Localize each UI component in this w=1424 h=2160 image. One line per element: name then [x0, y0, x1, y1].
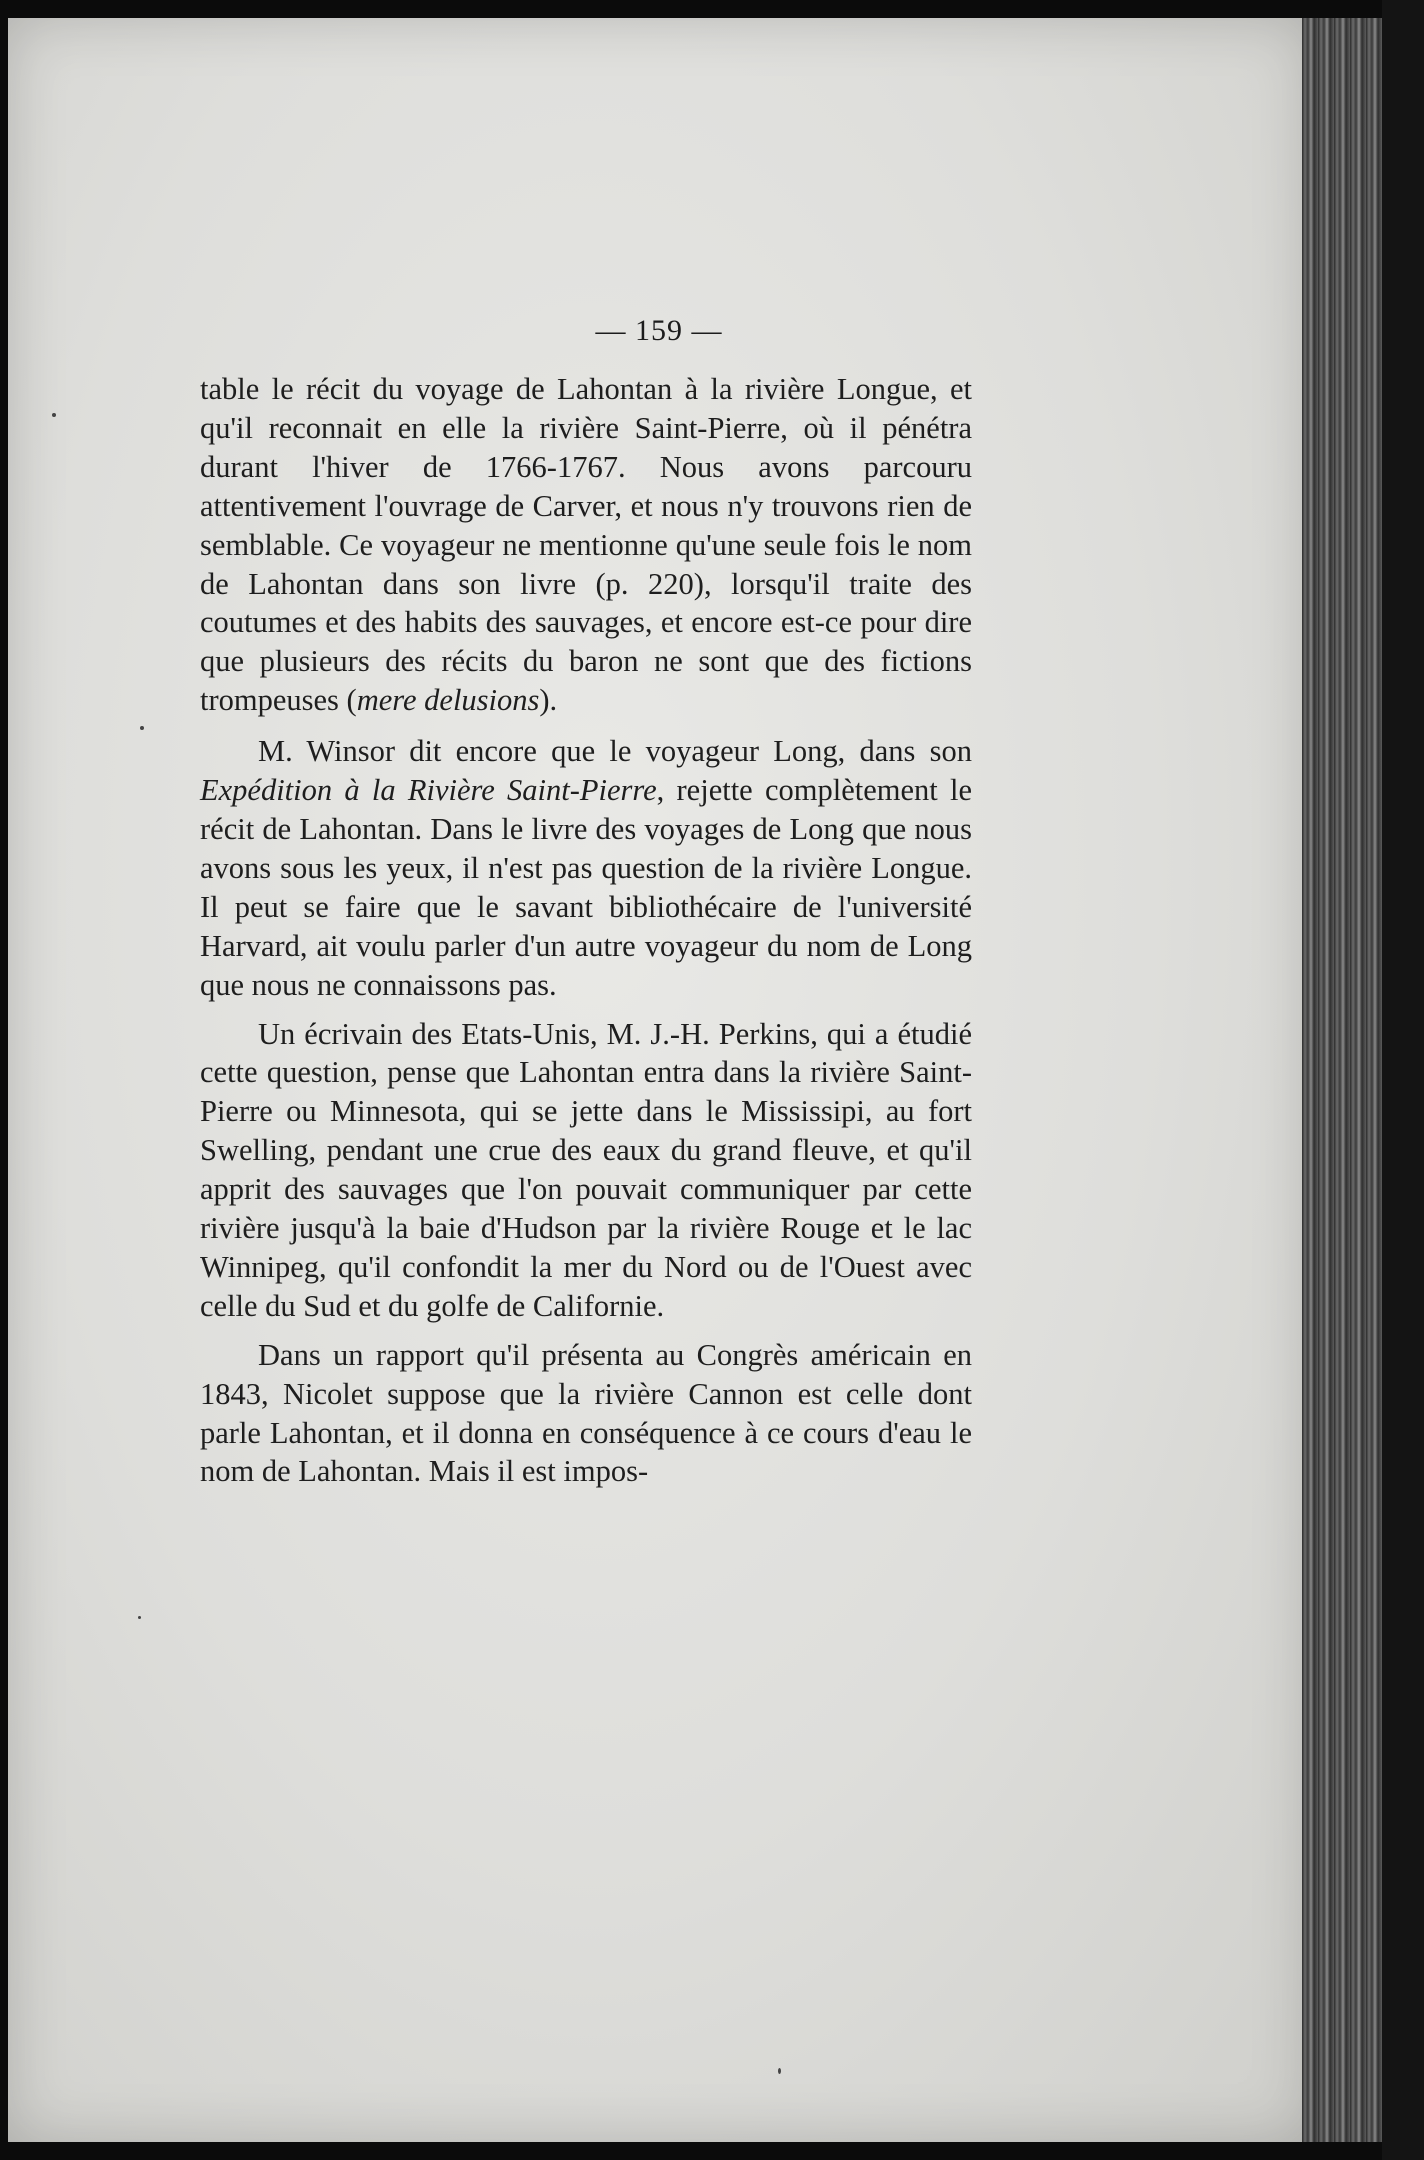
paragraph-1 — [200, 370, 972, 720]
paragraph-3-text: Un écrivain des Etats-Unis, M. J.-H. Perkins, qui a étudié cette question, pense que Lahontan entra dans la rivière Saint-Pierre ou Minnesota, qui se jette dans le Mississipi, au fort Swelling, pendant une crue des eaux du grand fleuve, et qu'il apprit des sauvages que l'on pouvait communiquer par cette rivière jusqu'à la baie d'Hudson par la rivière Rouge et le lac Winnipeg, qu'il confondit la mer du Nord ou de l'Ouest avec celle du Sud et du golfe de Californie. — [200, 1016, 972, 1323]
scan-background-strip — [1382, 0, 1424, 2160]
paragraph-4 — [200, 1336, 972, 1492]
paragraph-4-text: Dans un rapport qu'il présenta au Congrès américain en 1843, Nicolet suppose que la rivière Cannon est celle dont parle Lahontan, et il donna en conséquence à ce cours d'eau le nom de Lahontan. Mais il est impos- — [200, 1337, 972, 1489]
paragraph-2 — [200, 732, 972, 1004]
paper-speck — [140, 726, 144, 730]
paragraph-2-text-b: , rejette complètement le récit de Lahontan. Dans le livre des voyages de Long que nous avons sous les yeux, il n'est pas question de la rivière Longue. Il peut se faire que le savant bibliothécaire de l'université Harvard, ait voulu parler d'un autre voyageur du nom de Long que nous ne connaissons pas. — [200, 773, 972, 1002]
paper-speck — [138, 1616, 141, 1619]
book-page-edges — [1302, 18, 1382, 2142]
paragraph-2-italic-title: Expédition à la Rivière Saint-Pierre — [200, 773, 657, 808]
paragraph-1-text-b: ). — [539, 683, 558, 718]
book-page — [8, 18, 1310, 2142]
paper-speck — [778, 2068, 781, 2074]
paragraph-1-italic-phrase: mere delusions — [356, 683, 540, 718]
paragraph-1-text-a: table le récit du voyage de Lahontan à la rivière Longue, et qu'il reconnait en elle la rivière Saint-Pierre, où il pénétra durant l'hiver de 1766-1767. Nous avons parcouru attentivement l'ouvrage de Carver, et nous n'y trouvons rien de semblable. Ce voyageur ne mentionne qu'une seule fois le nom de Lahontan dans son livre (p. 220), lorsqu'il traite des coutumes et des habits des sauvages, et encore est-ce pour dire que plusieurs des récits du baron ne sont que des fictions trompeuses ( — [200, 372, 972, 718]
paper-speck — [52, 413, 56, 417]
page-number: — 159 — — [595, 314, 723, 347]
paragraph-3 — [200, 1015, 972, 1326]
body-text — [200, 370, 972, 1501]
paragraph-2-text-a: M. Winsor dit encore que le voyageur Long, dans son — [258, 734, 972, 769]
